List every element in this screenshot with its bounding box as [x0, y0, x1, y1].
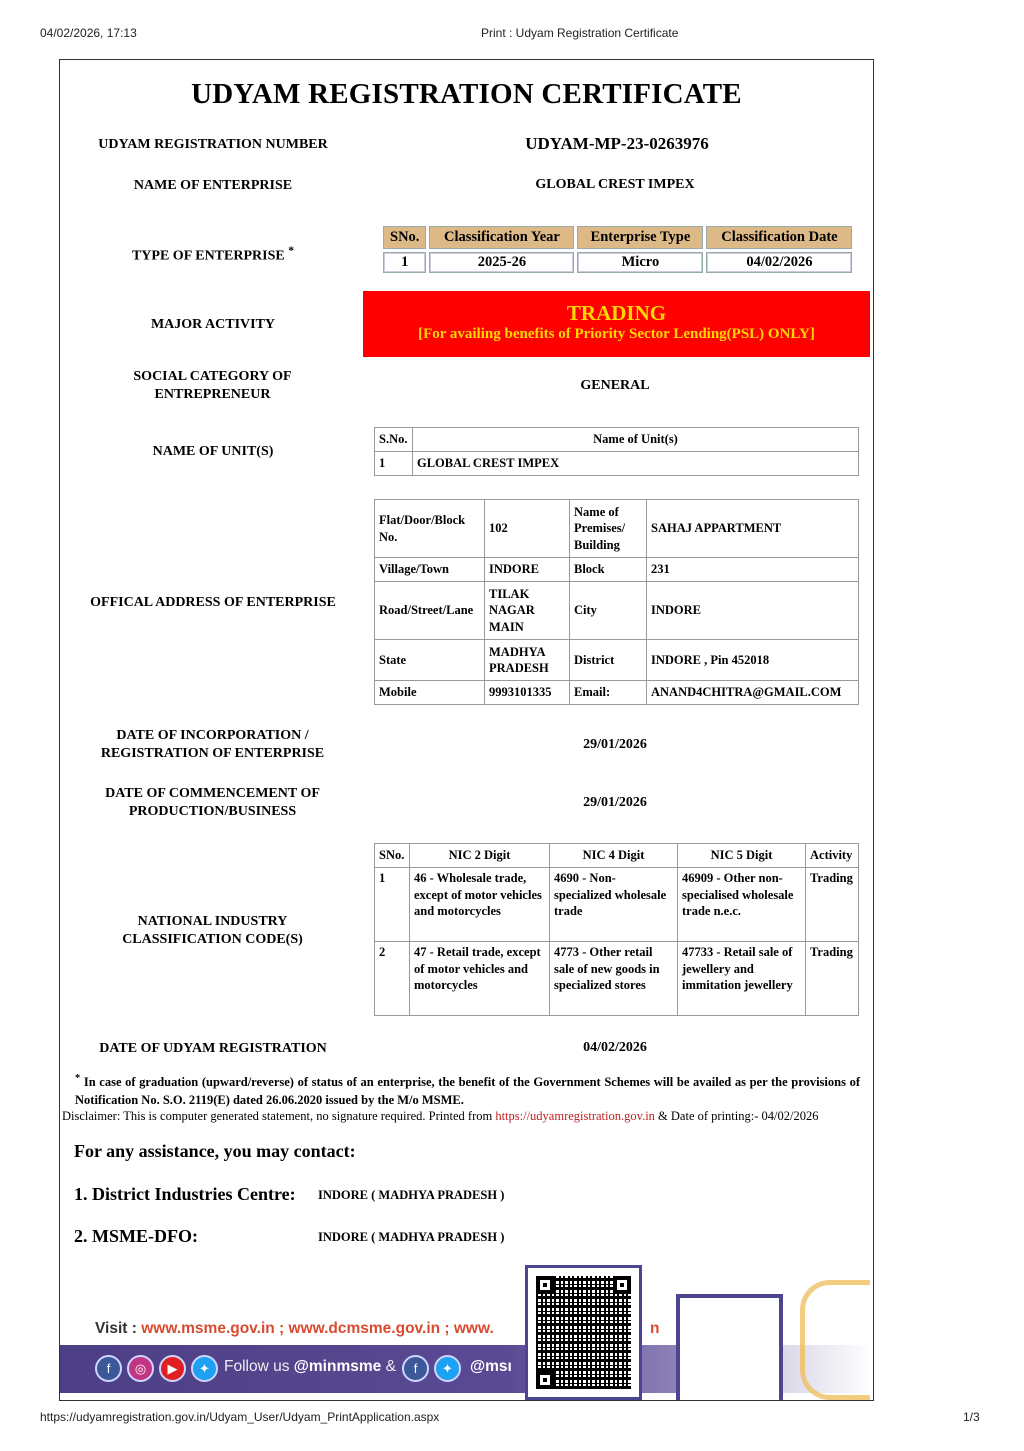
follow-text: Follow us @minmsme &: [224, 1358, 396, 1375]
col-classification-year: Classification Year: [429, 226, 574, 249]
udyam-date: 04/02/2026: [583, 1040, 647, 1055]
disclaimer: Disclaimer: This is computer generated statement, no signature required. Printed from https://udyamregistration.gov.in & Date of printing:- 04/02/2026: [62, 1109, 819, 1123]
incorporation-date: 29/01/2026: [583, 737, 647, 752]
major-activity-note: [For availing benefits of Priority Sector Lending(PSL) ONLY]: [418, 326, 815, 342]
social-category: GENERAL: [580, 378, 650, 393]
assistance-title: For any assistance, you may contact:: [74, 1141, 356, 1161]
dic-value: INDORE ( MADHYA PRADESH ): [318, 1188, 505, 1202]
print-url: https://udyamregistration.gov.in/Udyam_User/Udyam_PrintApplication.aspx: [40, 1410, 440, 1424]
table-row: 2 47 - Retail trade, except of motor vehicles and motorcycles 4773 - Other retail sale of new goods in specialized stores 47733 - Retail sale of jewellery and immitation jewellery Trading: [375, 942, 859, 1016]
enterprise-name: GLOBAL CREST IMPEX: [535, 177, 695, 192]
social-category-label: SOCIAL CATEGORY OF ENTREPRENEUR: [133, 369, 292, 402]
major-activity: TRADING: [566, 301, 667, 325]
photo-placeholder: [676, 1294, 783, 1400]
page-number: 1/3: [963, 1410, 980, 1424]
type-label: TYPE OF ENTERPRISE *: [131, 244, 295, 264]
reg-number-label: UDYAM REGISTRATION NUMBER: [98, 137, 328, 152]
msme-banner: [60, 1310, 873, 1400]
major-activity-banner: [363, 291, 870, 357]
incorporation-label: DATE OF INCORPORATION / REGISTRATION OF ENTERPRISE: [100, 728, 325, 761]
table-row: 1 46 - Wholesale trade, except of motor vehicles and motorcycles 4690 - Non-specialized wholesale trade 46909 - Other non-specialised wholesale trade n.e.c. Trading: [375, 868, 859, 942]
instagram-icon[interactable]: ◎: [127, 1355, 154, 1382]
certificate: [59, 59, 874, 1401]
facebook-icon[interactable]: f: [95, 1355, 122, 1382]
hexagon-decoration: [800, 1280, 870, 1400]
footnote: * In case of graduation (upward/reverse) of status of an enterprise, the benefit of the Government Schemes will be availed as per the provisions of Notification No. S.O. 2119(E) dated 26.06.2020 issued by the M/o MSME.: [75, 1073, 861, 1108]
nic-label: NATIONAL INDUSTRY CLASSIFICATION CODE(S): [122, 914, 303, 947]
asterisk: *: [288, 244, 295, 257]
visit-links: Visit : www.msme.gov.in ; www.dcmsme.gov.in ; www. n: [95, 1320, 660, 1337]
print-title: Print : Udyam Registration Certificate: [481, 26, 679, 40]
units-table: S.No. Name of Unit(s) 1 GLOBAL CREST IMPEX: [374, 427, 859, 476]
twitter-icon[interactable]: ✦: [191, 1355, 218, 1382]
facebook-icon[interactable]: f: [402, 1355, 429, 1382]
table-row: 1 GLOBAL CREST IMPEX: [375, 452, 859, 476]
follow-handle-2: @msı: [470, 1358, 512, 1375]
enterprise-name-label: NAME OF ENTERPRISE: [133, 178, 293, 193]
commencement-label: DATE OF COMMENCEMENT OF PRODUCTION/BUSINESS: [105, 786, 320, 819]
address-label: OFFICAL ADDRESS OF ENTERPRISE: [90, 595, 336, 610]
twitter-icon[interactable]: ✦: [434, 1355, 461, 1382]
table-row: 1 2025-26 Micro 04/02/2026: [383, 252, 852, 273]
certificate-title: UDYAM REGISTRATION CERTIFICATE: [191, 78, 742, 110]
col-enterprise-type: Enterprise Type: [577, 226, 703, 249]
udyam-date-label: DATE OF UDYAM REGISTRATION: [99, 1041, 327, 1056]
col-sno: SNo.: [383, 226, 426, 249]
email-value: ANAND4CHITRA@GMAIL.COM: [647, 681, 859, 705]
major-activity-label: MAJOR ACTIVITY: [150, 317, 276, 332]
qr-code: [525, 1265, 642, 1400]
udyam-link[interactable]: https://udyamregistration.gov.in: [495, 1109, 655, 1123]
dfo-label: 2. MSME-DFO:: [74, 1226, 198, 1246]
reg-number: UDYAM-MP-23-0263976: [525, 134, 709, 153]
youtube-icon[interactable]: ▶: [159, 1355, 186, 1382]
commencement-date: 29/01/2026: [583, 795, 647, 810]
dfo-value: INDORE ( MADHYA PRADESH ): [318, 1230, 505, 1244]
dic-label: 1. District Industries Centre:: [74, 1184, 296, 1204]
classification-table: [380, 223, 855, 276]
nic-table: SNo. NIC 2 Digit NIC 4 Digit NIC 5 Digit Activity 1 46 - Wholesale trade, except of motor vehicles and motorcycles 4690 - Non-specialized wholesale trade 46909 - Other non-specialised wholesale trade n.e.c. Trading 2 47 - Retail trade, except of motor vehicles and motorcycles 4773 - Other retail sale of new goods in specialized stores 47733 - Retail sale of jewellery and immitation jewellery Trading: [374, 843, 859, 1016]
col-classification-date: Classification Date: [706, 226, 852, 249]
print-datetime: 04/02/2026, 17:13: [40, 26, 137, 40]
address-table: Flat/Door/Block No. 102 Name of Premises/ Building SAHAJ APPARTMENT Village/Town INDORE Block 231 Road/Street/Lane TILAK NAGAR MAIN City INDORE State MADHYA PRADESH District INDORE , Pin 452018 Mobile 9993101335 Email: ANAND4CHITRA@GMAIL.COM: [374, 499, 859, 705]
units-label: NAME OF UNIT(S): [152, 444, 274, 459]
